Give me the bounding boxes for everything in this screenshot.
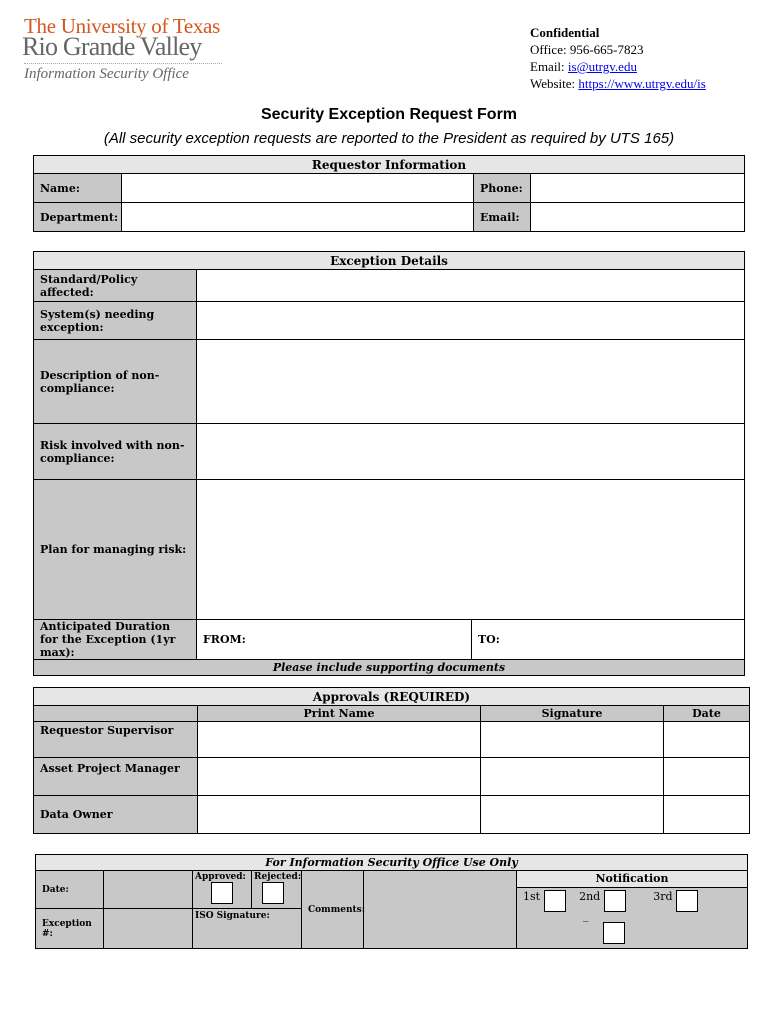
page-title: Security Exception Request Form bbox=[260, 106, 518, 123]
iso-table bbox=[35, 854, 748, 949]
date-field[interactable] bbox=[664, 722, 750, 758]
iso-signature-label: ISO Signature: bbox=[195, 911, 270, 921]
notification-2nd-checkbox[interactable] bbox=[604, 890, 626, 912]
approver-asset-project-manager: Asset Project Manager bbox=[34, 758, 198, 796]
notification-extra-checkbox[interactable] bbox=[603, 922, 625, 944]
systems-label: System(s) needing exception: bbox=[34, 302, 197, 340]
notification-3rd-label: 3rd bbox=[653, 890, 673, 903]
date-field[interactable] bbox=[664, 758, 750, 796]
email-line bbox=[530, 58, 706, 75]
exception-heading: Exception Details bbox=[34, 252, 745, 270]
email-label-field: Email: bbox=[474, 203, 531, 232]
email-field[interactable] bbox=[531, 203, 745, 232]
comments-label: Comments: bbox=[302, 871, 364, 949]
logo-rio-grande-valley: Rio Grande Valley bbox=[22, 32, 202, 61]
iso-date-label: Date: bbox=[36, 871, 104, 909]
duration-label: Anticipated Duration for the Exception (1yr max): bbox=[34, 620, 197, 660]
department-field[interactable] bbox=[122, 203, 474, 232]
risk-field[interactable] bbox=[197, 424, 745, 480]
logo-office: Information Security Office bbox=[24, 66, 189, 82]
rejected-cell bbox=[252, 871, 302, 909]
signature-field[interactable] bbox=[481, 758, 664, 796]
department-label: Department: bbox=[34, 203, 122, 232]
office-phone: Office: 956-665-7823 bbox=[530, 42, 644, 57]
signature-field[interactable] bbox=[481, 722, 664, 758]
from-field[interactable] bbox=[197, 620, 472, 660]
page-subtitle: (All security exception requests are reported to the President as required by UTS 165) bbox=[103, 130, 675, 147]
date-header: Date bbox=[664, 706, 750, 722]
to-field[interactable] bbox=[472, 620, 745, 660]
requestor-table bbox=[33, 155, 745, 232]
email-link[interactable]: is@utrgv.edu bbox=[567, 59, 637, 74]
notification-1st-checkbox[interactable] bbox=[544, 890, 566, 912]
to-label: TO: bbox=[478, 633, 500, 646]
plan-field[interactable] bbox=[197, 480, 745, 620]
notification-cell bbox=[517, 871, 748, 949]
rejected-checkbox[interactable] bbox=[262, 882, 284, 904]
standard-label: Standard/Policy affected: bbox=[34, 270, 197, 302]
notification-dash: _ bbox=[583, 909, 589, 922]
notification-1st-label: 1st bbox=[523, 890, 541, 903]
comments-field[interactable] bbox=[364, 871, 517, 949]
approvals-heading: Approvals (REQUIRED) bbox=[34, 688, 750, 706]
name-label: Name: bbox=[34, 174, 122, 203]
approved-label: Approved: bbox=[195, 872, 246, 882]
approver-requestor-supervisor: Requestor Supervisor bbox=[34, 722, 198, 758]
email-label: Email: bbox=[530, 59, 568, 74]
print-name-field[interactable] bbox=[198, 796, 481, 834]
logo-university: The University of Texas bbox=[24, 14, 220, 38]
print-name-field[interactable] bbox=[198, 758, 481, 796]
notification-label: Notification bbox=[517, 871, 747, 888]
notification-2nd-label: 2nd bbox=[579, 890, 601, 903]
exception-table bbox=[33, 251, 745, 676]
standard-field[interactable] bbox=[197, 270, 745, 302]
plan-label: Plan for managing risk: bbox=[34, 480, 197, 620]
requestor-heading: Requestor Information bbox=[34, 156, 745, 174]
supporting-documents-note: Please include supporting documents bbox=[34, 660, 745, 676]
notification-3rd-checkbox[interactable] bbox=[676, 890, 698, 912]
approvals-table bbox=[33, 687, 750, 834]
approvals-blank-header bbox=[34, 706, 198, 722]
risk-label: Risk involved with non-compliance: bbox=[34, 424, 197, 480]
rejected-label: Rejected: bbox=[254, 872, 302, 882]
iso-date-field[interactable] bbox=[104, 871, 193, 909]
iso-heading: For Information Security Office Use Only bbox=[36, 855, 748, 871]
approver-data-owner: Data Owner bbox=[34, 796, 198, 834]
exception-number-field[interactable] bbox=[104, 909, 193, 949]
contact-block bbox=[530, 24, 706, 92]
signature-field[interactable] bbox=[481, 796, 664, 834]
phone-field[interactable] bbox=[531, 174, 745, 203]
notification-options bbox=[523, 888, 741, 912]
website-line bbox=[530, 75, 706, 92]
date-field[interactable] bbox=[664, 796, 750, 834]
description-field[interactable] bbox=[197, 340, 745, 424]
print-name-field[interactable] bbox=[198, 722, 481, 758]
website-label: Website: bbox=[530, 76, 579, 91]
signature-header: Signature bbox=[481, 706, 664, 722]
logo-divider bbox=[24, 63, 222, 64]
confidential-label: Confidential bbox=[530, 25, 600, 40]
iso-signature-field[interactable] bbox=[193, 909, 302, 949]
approved-checkbox[interactable] bbox=[211, 882, 233, 904]
website-link[interactable]: https://www.utrgv.edu/is bbox=[578, 76, 706, 91]
approved-cell bbox=[193, 871, 252, 909]
phone-label: Phone: bbox=[474, 174, 531, 203]
description-label: Description of non-compliance: bbox=[34, 340, 197, 424]
name-field[interactable] bbox=[122, 174, 474, 203]
from-label: FROM: bbox=[203, 633, 246, 646]
systems-field[interactable] bbox=[197, 302, 745, 340]
exception-number-label: Exception #: bbox=[36, 909, 104, 949]
print-name-header: Print Name bbox=[198, 706, 481, 722]
